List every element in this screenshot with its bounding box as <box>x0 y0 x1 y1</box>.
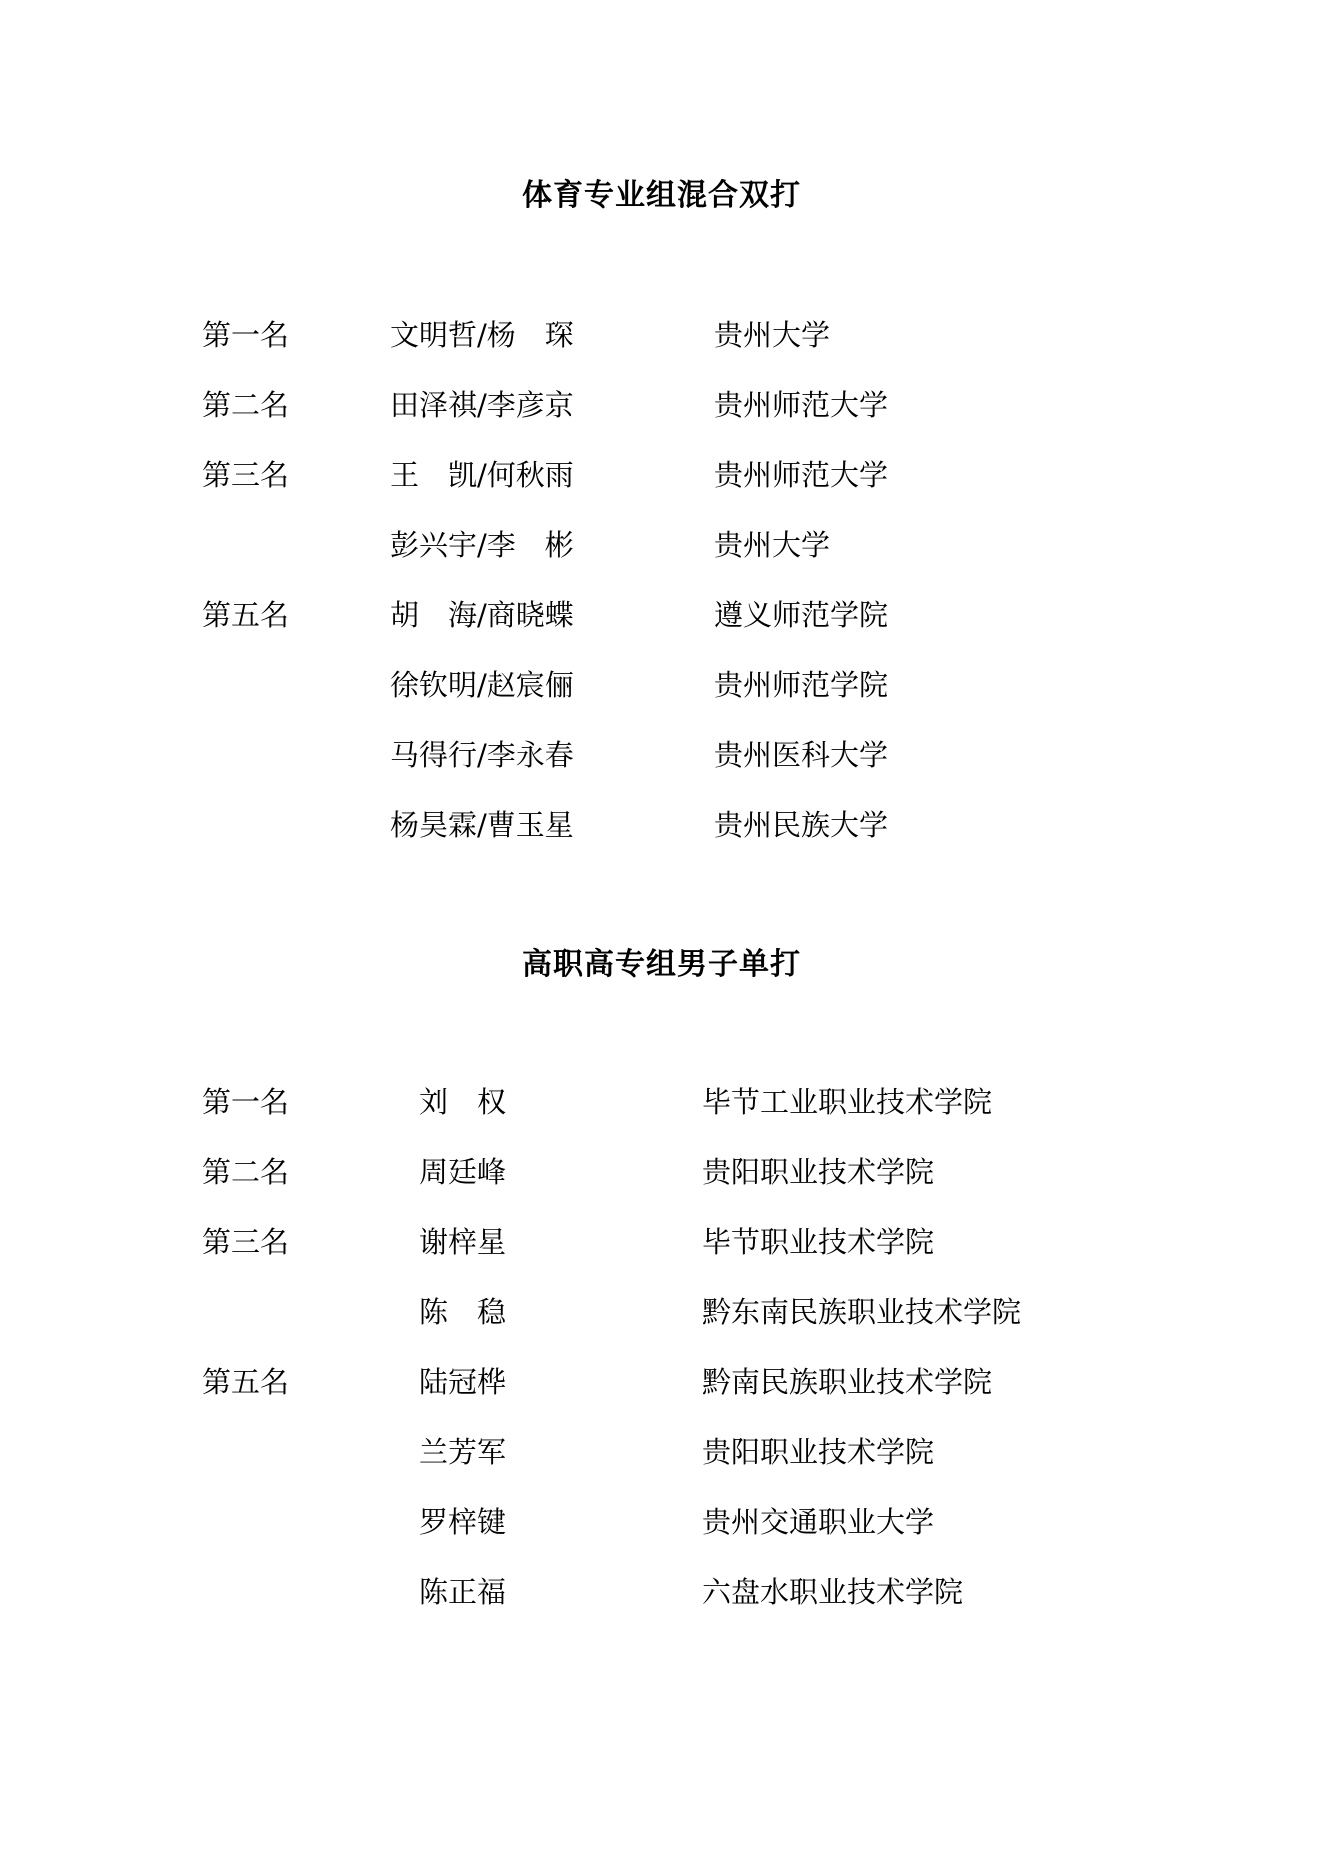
rank-label: 第二名 <box>202 388 290 422</box>
player-names: 谢梓星 <box>419 1225 507 1259</box>
result-row <box>0 1290 1323 1334</box>
rank-label: 第三名 <box>202 458 290 492</box>
player-names: 罗梓键 <box>419 1505 507 1539</box>
player-names: 杨昊霖/曹玉星 <box>390 808 574 842</box>
result-row <box>0 1500 1323 1544</box>
rank-label: 第五名 <box>202 1365 290 1399</box>
player-names: 陈正福 <box>419 1575 507 1609</box>
result-row <box>0 663 1323 707</box>
result-row <box>0 803 1323 847</box>
player-names: 马得行/李永春 <box>390 738 574 772</box>
result-row <box>0 313 1323 357</box>
school-name: 贵州师范学院 <box>714 668 889 702</box>
player-names: 田泽祺/李彦京 <box>390 388 574 422</box>
rank-label: 第五名 <box>202 598 290 632</box>
school-name: 贵州师范大学 <box>714 388 889 422</box>
player-names: 徐钦明/赵宸俪 <box>390 668 574 702</box>
result-row <box>0 1430 1323 1474</box>
result-row <box>0 453 1323 497</box>
result-row <box>0 523 1323 567</box>
player-names: 兰芳军 <box>419 1435 507 1469</box>
school-name: 毕节工业职业技术学院 <box>702 1085 993 1119</box>
school-name: 黔东南民族职业技术学院 <box>702 1295 1022 1329</box>
section-title-mixed-doubles: 体育专业组混合双打 <box>522 178 801 213</box>
school-name: 贵州大学 <box>714 528 831 562</box>
player-names: 周廷峰 <box>419 1155 507 1189</box>
player-names: 刘 权 <box>419 1085 507 1119</box>
school-name: 贵州医科大学 <box>714 738 889 772</box>
school-name: 贵州民族大学 <box>714 808 889 842</box>
result-row <box>0 1360 1323 1404</box>
section-title-mens-singles: 高职高专组男子单打 <box>522 947 801 982</box>
school-name: 贵阳职业技术学院 <box>702 1435 935 1469</box>
result-row <box>0 1570 1323 1614</box>
school-name: 遵义师范学院 <box>714 598 889 632</box>
school-name: 贵州大学 <box>714 318 831 352</box>
player-names: 文明哲/杨 琛 <box>390 318 574 352</box>
school-name: 贵州师范大学 <box>714 458 889 492</box>
result-row <box>0 1080 1323 1124</box>
rank-label: 第二名 <box>202 1155 290 1189</box>
school-name: 黔南民族职业技术学院 <box>702 1365 993 1399</box>
player-names: 王 凯/何秋雨 <box>390 458 574 492</box>
result-row <box>0 593 1323 637</box>
result-row <box>0 1220 1323 1264</box>
rank-label: 第一名 <box>202 1085 290 1119</box>
school-name: 贵州交通职业大学 <box>702 1505 935 1539</box>
player-names: 彭兴宇/李 彬 <box>390 528 574 562</box>
school-name: 贵阳职业技术学院 <box>702 1155 935 1189</box>
player-names: 陆冠桦 <box>419 1365 507 1399</box>
result-row <box>0 383 1323 427</box>
player-names: 胡 海/商晓蝶 <box>390 598 574 632</box>
rank-label: 第三名 <box>202 1225 290 1259</box>
school-name: 六盘水职业技术学院 <box>702 1575 964 1609</box>
school-name: 毕节职业技术学院 <box>702 1225 935 1259</box>
result-row <box>0 733 1323 777</box>
result-row <box>0 1150 1323 1194</box>
player-names: 陈 稳 <box>419 1295 507 1329</box>
rank-label: 第一名 <box>202 318 290 352</box>
